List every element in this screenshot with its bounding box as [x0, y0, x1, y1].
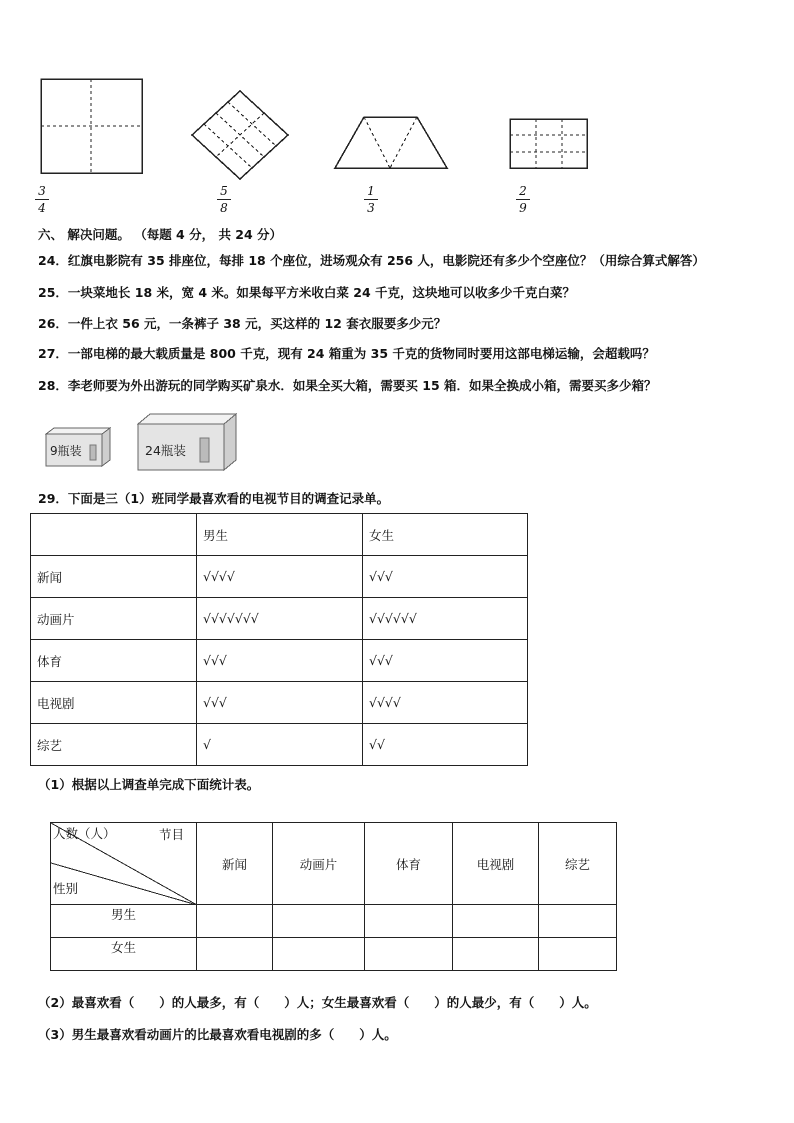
subquestion-2: （2）最喜欢看（ ）的人最多，有（ ）人；女生最喜欢看（ ）的人最少，有（ ）人。: [38, 995, 597, 1010]
survey-girls-tally: √√: [363, 724, 528, 766]
survey-program: 综艺: [31, 724, 197, 766]
question-28: 28．李老师要为外出游玩的同学购买矿泉水．如果全买大箱，需要买 15 箱．如果全换成小箱，需要买多少箱？: [38, 378, 657, 393]
stat-col-header: 动画片: [273, 823, 365, 905]
table-row: [31, 598, 528, 640]
stat-col-header: 电视剧: [453, 823, 539, 905]
survey-boys-tally: √√√√: [197, 556, 363, 598]
statistics-table: [50, 822, 617, 971]
table-row: [31, 682, 528, 724]
survey-girls-tally: √√√√√√: [363, 598, 528, 640]
survey-header-boys: 男生: [197, 514, 363, 556]
survey-program: 电视剧: [31, 682, 197, 724]
figure-rectangle-ninths: [509, 118, 589, 170]
figure-trapezoid: [333, 116, 449, 170]
fraction-1: 3 4: [35, 184, 49, 215]
fraction-3: 1 3: [364, 184, 378, 215]
stat-cell[interactable]: [365, 938, 453, 971]
survey-boys-tally: √√√: [197, 682, 363, 724]
question-25: 25．一块菜地长 18 米，宽 4 米。如果每平方米收白菜 24 千克，这块地可以收多少千克白菜？: [38, 285, 575, 300]
question-24: 24．红旗电影院有 35 排座位，每排 18 个座位，进场观众有 256 人，电影院还有多少个空座位？（用综合算式解答）: [38, 253, 705, 268]
subquestion-1: （1）根据以上调查单完成下面统计表。: [38, 777, 260, 792]
stat-cell[interactable]: [539, 905, 617, 938]
survey-header-girls: 女生: [363, 514, 528, 556]
table-row: [51, 938, 617, 971]
survey-boys-tally: √√√: [197, 640, 363, 682]
stat-cell[interactable]: [453, 938, 539, 971]
small-box-label: 9瓶装: [50, 444, 82, 458]
stat-cell[interactable]: [365, 905, 453, 938]
survey-boys-tally: √: [197, 724, 363, 766]
table-row: [31, 640, 528, 682]
survey-program: 动画片: [31, 598, 197, 640]
subquestion-3: （3）男生最喜欢看动画片的比最喜欢看电视剧的多（ ）人。: [38, 1027, 397, 1042]
table-row: [31, 556, 528, 598]
survey-header-empty: [31, 514, 197, 556]
table-row: [51, 823, 617, 905]
fraction-2: 5 8: [217, 184, 231, 215]
stat-row-header: 女生: [51, 938, 197, 971]
corner-label-program: 节目: [158, 827, 184, 842]
stat-col-header: 体育: [365, 823, 453, 905]
table-row: [51, 905, 617, 938]
table-row: [31, 514, 528, 556]
fraction-4: 2 9: [516, 184, 530, 215]
section-title: 六、 解决问题。 （每题 4 分， 共 24 分）: [38, 227, 283, 242]
stat-cell[interactable]: [273, 905, 365, 938]
figure-square-quarters: [40, 78, 144, 176]
survey-table: [30, 513, 528, 766]
stat-col-header: 新闻: [197, 823, 273, 905]
stat-cell[interactable]: [197, 938, 273, 971]
question-27: 27．一部电梯的最大载质量是 800 千克，现有 24 箱重为 35 千克的货物同时要用这部电梯运输，会超载吗？: [38, 346, 655, 361]
figure-diamond-grid: [191, 90, 289, 180]
diagonal-header-cell: [51, 823, 197, 905]
survey-program: 体育: [31, 640, 197, 682]
question-29-title: 29．下面是三（1）班同学最喜欢看的电视节目的调查记录单。: [38, 491, 390, 506]
stat-cell[interactable]: [197, 905, 273, 938]
corner-label-gender: 性别: [53, 881, 79, 896]
large-box-label: 24瓶装: [145, 443, 186, 458]
survey-girls-tally: √√√: [363, 640, 528, 682]
stat-cell[interactable]: [273, 938, 365, 971]
stat-col-header: 综艺: [539, 823, 617, 905]
survey-girls-tally: √√√: [363, 556, 528, 598]
stat-cell[interactable]: [453, 905, 539, 938]
survey-program: 新闻: [31, 556, 197, 598]
stat-row-header: 男生: [51, 905, 197, 938]
stat-cell[interactable]: [539, 938, 617, 971]
table-row: [31, 724, 528, 766]
question-26: 26．一件上衣 56 元，一条裤子 38 元，买这样的 12 套衣服要多少元？: [38, 316, 447, 331]
survey-girls-tally: √√√√: [363, 682, 528, 724]
corner-label-count: 人数（人）: [53, 826, 116, 841]
survey-boys-tally: √√√√√√√: [197, 598, 363, 640]
